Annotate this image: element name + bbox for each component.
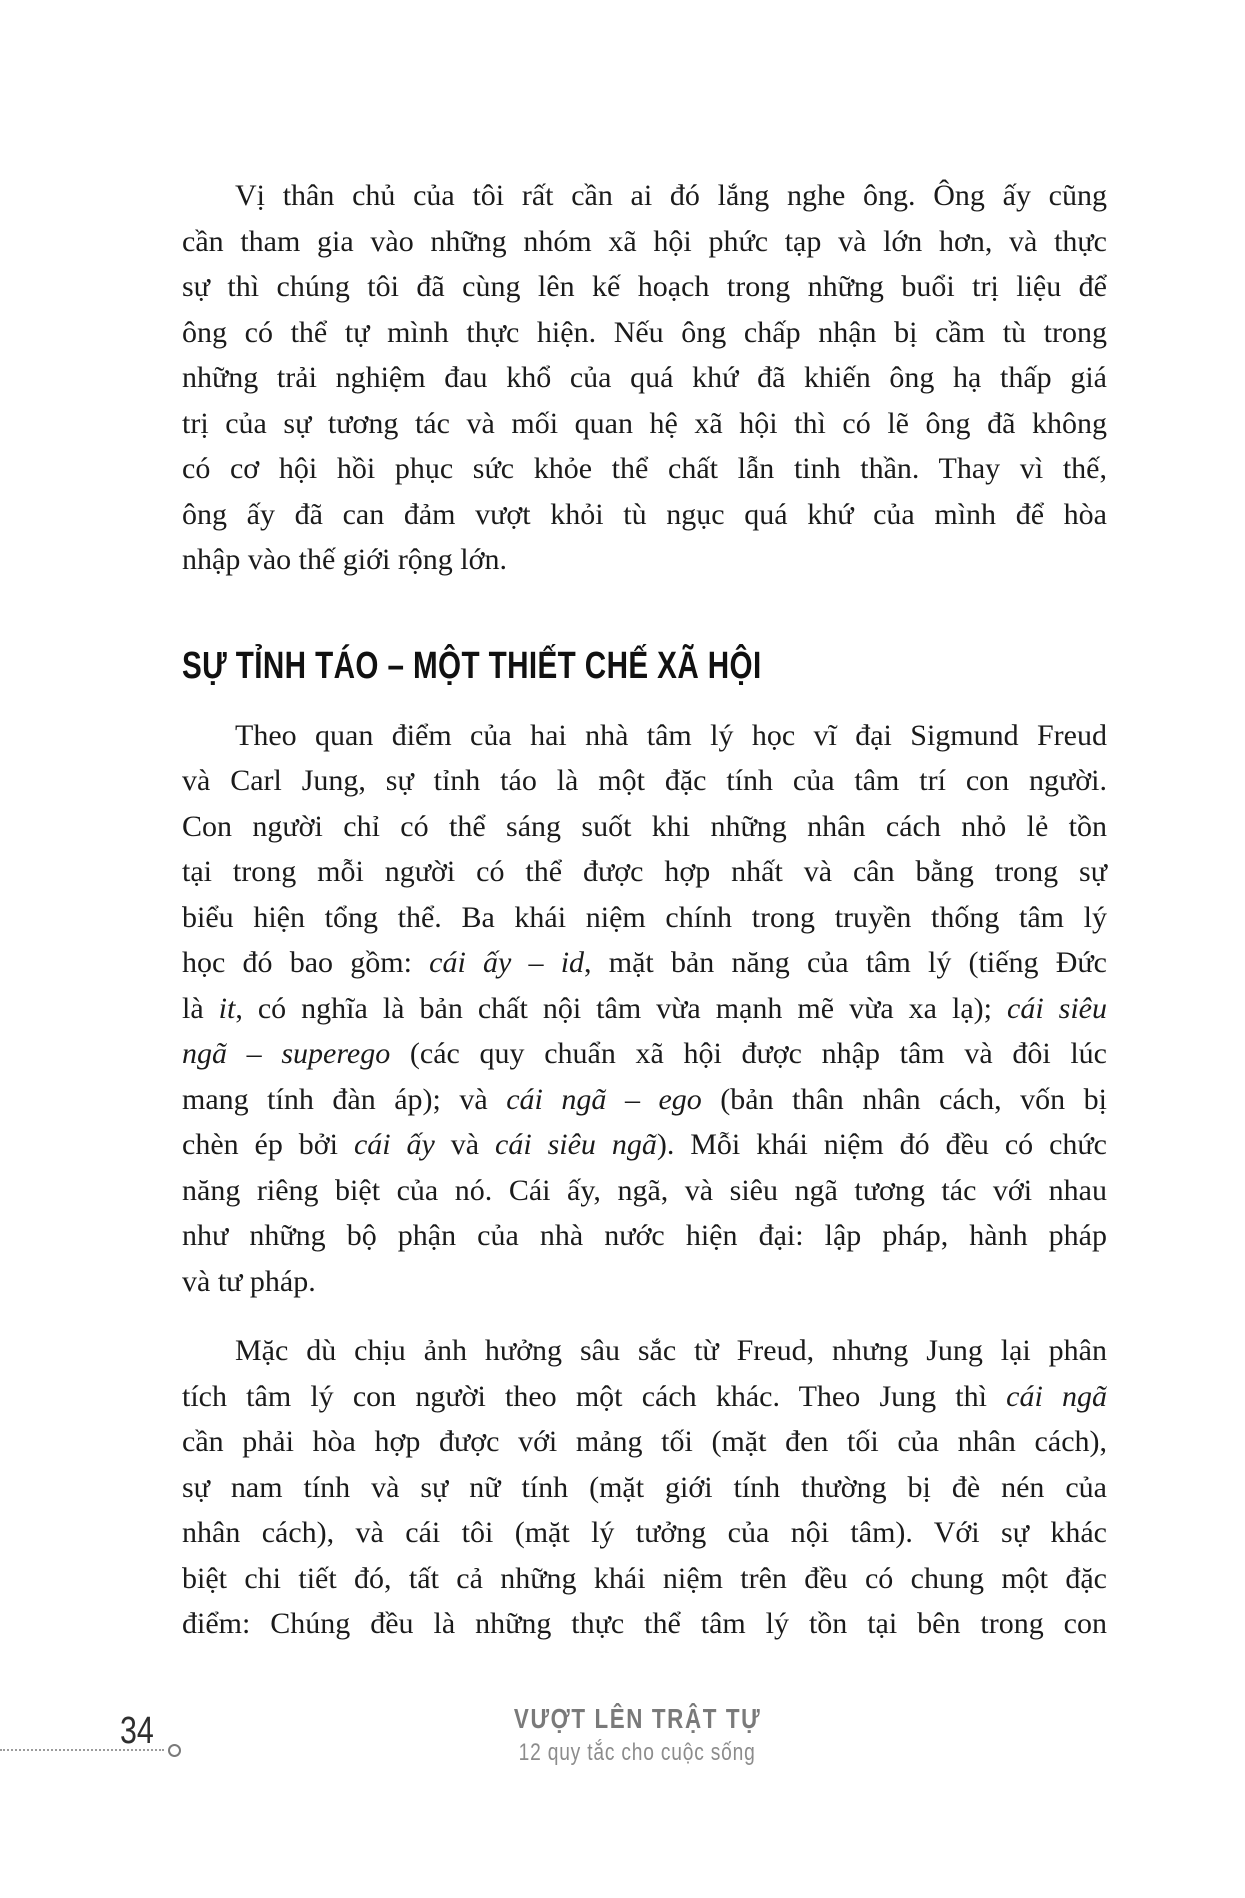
text-line: [182, 537, 1107, 583]
section-heading: [182, 641, 1107, 691]
text-segment: Vị thân chủ của tôi rất cần ai đó lắng nghe ông. Ông ấy cũng: [235, 179, 1107, 212]
text-segment: có cơ hội hồi phục sức khỏe thể chất lẫn tinh thần. Thay vì thế,: [182, 452, 1107, 485]
paragraph: [182, 713, 1107, 1305]
text-line: [182, 1556, 1107, 1602]
text-line: [182, 1031, 1107, 1077]
book-title: [175, 1703, 1100, 1735]
paragraph: [182, 1328, 1107, 1647]
text-line: [182, 219, 1107, 265]
text-line: [182, 446, 1107, 492]
text-segment: , mặt bản năng của tâm lý (tiếng Đức: [584, 946, 1107, 979]
text-segment: biểu hiện tổng thể. Ba khái niệm chính trong truyền thống tâm lý: [182, 900, 1107, 934]
book-subtitle-text: 12 quy tắc cho cuộc sống: [519, 1739, 756, 1766]
text-line: [182, 401, 1107, 447]
section-heading-text: SỰ TỈNH TÁO – MỘT THIẾT CHẾ XÃ HỘI: [182, 644, 762, 687]
text-segment: (bản thân nhân cách, vốn bị: [701, 1082, 1107, 1116]
text-segment: học đó bao gồm:: [182, 946, 430, 979]
text-line: [182, 1077, 1107, 1123]
text-line: [182, 1168, 1107, 1214]
text-segment: sự nam tính và sự nữ tính (mặt giới tính thường bị đè nén của: [182, 1470, 1107, 1504]
text-line: [182, 310, 1107, 356]
text-line: [182, 1510, 1107, 1556]
footer-dotted-rule: [0, 1749, 164, 1751]
text-line: [182, 713, 1107, 759]
text-segment: năng riêng biệt của nó. Cái ấy, ngã, và siêu ngã tương tác với nhau: [182, 1173, 1107, 1207]
text-segment: tích tâm lý con người theo một cách khác. Theo Jung thì: [182, 1379, 1007, 1413]
italic-text-segment: cái siêu ngã: [495, 1128, 657, 1161]
text-line: [182, 264, 1107, 310]
text-segment: ông có thể tự mình thực hiện. Nếu ông chấp nhận bị cầm tù trong: [182, 315, 1107, 349]
text-segment: và: [434, 1128, 496, 1161]
text-segment: Theo quan điểm của hai nhà tâm lý học vĩ đại Sigmund Freud: [235, 718, 1107, 752]
italic-text-segment: it: [218, 991, 236, 1025]
text-segment: và tư pháp.: [182, 1264, 316, 1298]
text-segment: và Carl Jung, sự tỉnh táo là một đặc tính của tâm trí con người.: [182, 764, 1107, 797]
text-line: [182, 1259, 1107, 1305]
text-segment: (các quy chuẩn xã hội được nhập tâm và đôi lúc: [390, 1037, 1107, 1070]
text-line: [182, 1374, 1107, 1420]
text-segment: là: [182, 991, 219, 1025]
text-segment: chèn ép bởi: [182, 1128, 354, 1161]
text-segment: như những bộ phận của nhà nước hiện đại: lập pháp, hành pháp: [182, 1219, 1107, 1252]
page-body-text: [182, 173, 1107, 1647]
italic-text-segment: cái ấy: [353, 1128, 435, 1161]
paragraph: [182, 173, 1107, 583]
text-segment: biệt chi tiết đó, tất cả những khái niệm trên đều có chung một đặc: [182, 1561, 1107, 1595]
text-segment: cần tham gia vào những nhóm xã hội phức tạp và lớn hơn, và thực: [182, 224, 1107, 258]
italic-text-segment: ngã – superego: [182, 1037, 391, 1070]
text-segment: mang tính đàn áp); và: [182, 1082, 507, 1116]
text-segment: nhập vào thế giới rộng lớn.: [182, 543, 508, 576]
page-number: 34: [120, 1710, 154, 1752]
text-line: [182, 1213, 1107, 1259]
italic-text-segment: cái ngã – ego: [506, 1082, 702, 1116]
text-line: [182, 355, 1107, 401]
running-footer: [175, 1703, 1100, 1767]
text-segment: nhân cách), và cái tôi (mặt lý tưởng của nội tâm). Với sự khác: [182, 1516, 1107, 1549]
italic-text-segment: cái siêu: [1007, 991, 1107, 1025]
text-line: [182, 986, 1107, 1032]
text-segment: điểm: Chúng đều là những thực thể tâm lý tồn tại bên trong con: [182, 1607, 1107, 1640]
text-line: [182, 1419, 1107, 1465]
text-segment: ông ấy đã can đảm vượt khỏi tù ngục quá khứ của mình để hòa: [182, 497, 1107, 531]
text-segment: cần phải hòa hợp được với mảng tối (mặt đen tối của nhân cách),: [182, 1425, 1107, 1458]
text-segment: tại trong mỗi người có thể được hợp nhất và cân bằng trong sự: [182, 855, 1107, 888]
text-line: [182, 895, 1107, 941]
book-title-text: VƯỢT LÊN TRẬT TỰ: [513, 1703, 762, 1734]
text-segment: Mặc dù chịu ảnh hưởng sâu sắc từ Freud, nhưng Jung lại phân: [235, 1334, 1107, 1367]
text-line: [182, 758, 1107, 804]
text-segment: trị của sự tương tác và mối quan hệ xã hội thì có lẽ ông đã không: [182, 406, 1107, 440]
text-line: [182, 173, 1107, 219]
text-line: [182, 1328, 1107, 1374]
text-line: [182, 1465, 1107, 1511]
text-line: [182, 849, 1107, 895]
text-segment: những trải nghiệm đau khổ của quá khứ đã khiến ông hạ thấp giá: [182, 361, 1107, 394]
text-line: [182, 940, 1107, 986]
text-segment: ). Mỗi khái niệm đó đều có chức: [656, 1128, 1107, 1161]
book-subtitle: [175, 1739, 1100, 1767]
text-segment: Con người chỉ có thể sáng suốt khi những nhân cách nhỏ lẻ tồn: [182, 809, 1107, 843]
italic-text-segment: cái ngã: [1006, 1379, 1108, 1413]
text-line: [182, 1122, 1107, 1168]
text-segment: , có nghĩa là bản chất nội tâm vừa mạnh mẽ vừa xa lạ);: [235, 991, 1007, 1025]
text-line: [182, 492, 1107, 538]
italic-text-segment: cái ấy – id: [429, 946, 585, 979]
text-line: [182, 804, 1107, 850]
text-line: [182, 1601, 1107, 1647]
text-segment: sự thì chúng tôi đã cùng lên kế hoạch trong những buổi trị liệu để: [182, 270, 1107, 303]
